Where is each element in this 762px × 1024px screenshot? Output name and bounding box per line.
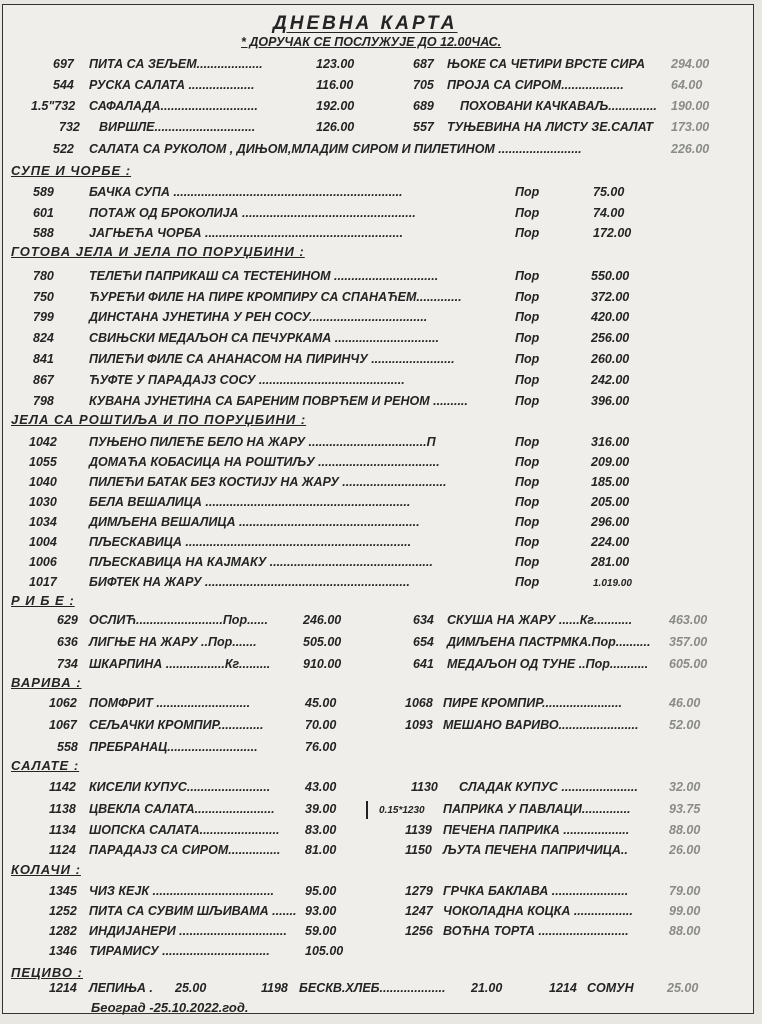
item-price: 172.00 [593,226,632,240]
item-code: 1134 [49,823,76,837]
item-code: 588 [33,226,54,240]
item-code: 1042 [29,435,57,449]
item-code: 689 [413,99,434,113]
item-code: 1067 [49,718,77,732]
item-name: ЋУФТЕ У ПАРАДАЈЗ СОСУ .......................................... [89,373,405,387]
item-name: ЊОКЕ СА ЧЕТИРИ ВРСТЕ СИРА [447,57,646,71]
item-name: ПАПРИКА У ПАВЛАЦИ.............. [443,802,631,816]
item-code: 1040 [29,475,57,489]
item-code: 1124 [49,843,76,857]
item-unit: Пор [515,290,540,304]
item-code: 1282 [49,924,77,938]
item-name: СОМУН [587,981,634,995]
item-code: 589 [33,185,54,199]
item-unit: Пор [515,206,540,220]
item-price: 83.00 [305,823,337,837]
item-name: ЧИЗ КЕЈК ................................... [89,884,275,898]
item-price: 105.00 [305,944,344,958]
item-price: 123.00 [316,57,355,71]
item-unit: Пор [515,331,540,345]
item-code: 1062 [49,696,77,710]
item-unit: Пор [515,555,540,569]
item-price: 205.00 [591,495,630,509]
item-name: ПЉЕСКАВИЦА ................................................................. [89,535,412,549]
item-name: ИНДИЈАНЕРИ ............................... [89,924,287,938]
item-name: ОСЛИЋ.........................Пор...... [89,613,268,627]
item-code: 867 [33,373,54,387]
item-price: 316.00 [591,435,630,449]
item-unit: Пор [515,185,540,199]
item-name: ЉУТА ПЕЧЕНА ПАПРИЧИЦА.. [443,843,628,857]
item-name: ДИМЉЕНА ПАСТРМКА.Пор.......... [447,635,651,649]
menu-sheet [2,4,754,1014]
item-name: ПРЕБРАНАЦ.......................... [89,740,258,754]
item-code: 1055 [29,455,57,469]
item-code: 1017 [29,575,57,589]
item-price: 173.00 [671,120,710,134]
section-heading-salads: САЛАТЕ : [11,758,80,773]
item-price: 116.00 [316,78,354,92]
item-code: 1030 [29,495,57,509]
item-code: 544 [53,78,74,92]
item-code: 697 [53,57,74,71]
item-name: САФАЛАДА............................ [89,99,258,113]
item-name: САЛАТА СА РУКОЛОМ , ДИЊОМ,МЛАДИМ СИРОМ И ПИЛЕТИНОМ ........................ [89,142,582,156]
item-price: 260.00 [591,352,630,366]
item-price: 256.00 [591,331,630,345]
item-name: ЧОКОЛАДНА КОЦКА ................. [443,904,633,918]
item-code: 1006 [29,555,57,569]
footer-date: Београд -25.10.2022.год. [91,1000,249,1015]
item-name: КУВАНА ЈУНЕТИНА СА БАРЕНИМ ПОВРЋЕМ И РЕНОМ .......... [89,394,468,408]
item-code: 522 [53,142,74,156]
item-price: 126.00 [316,120,355,134]
item-price: 185.00 [591,475,630,489]
item-code: 641 [413,657,434,671]
item-price: 910.00 [303,657,342,671]
item-name: РУСКА САЛАТА ................... [89,78,255,92]
column-divider [366,801,368,819]
item-name: БЕСКВ.ХЛЕБ................... [299,981,446,995]
item-price: 294.00 [671,57,710,71]
item-name: МЕШАНО ВАРИВО....................... [443,718,639,732]
section-heading-cakes: КОЛАЧИ : [11,862,81,877]
item-name: ШКАРПИНА .................Кг......... [89,657,271,671]
item-code: 798 [33,394,54,408]
item-code: 0.15*1230 [379,805,425,816]
item-price: 93.75 [669,802,701,816]
item-name: ПИЛЕЋИ БАТАК БЕЗ КОСТИЈУ НА ЖАРУ .............................. [89,475,447,489]
item-code: 1130 [411,780,438,794]
item-name: ГРЧКА БАКЛАВА ...................... [443,884,629,898]
item-unit: Пор [515,435,540,449]
item-name: ПОМФРИТ ........................... [89,696,251,710]
item-name: ПЕЧЕНА ПАПРИКА ................... [443,823,630,837]
section-heading-sides: ВАРИВА : [11,675,82,690]
item-code: 1247 [405,904,433,918]
item-name: СЛАДАК КУПУС ...................... [459,780,638,794]
item-unit: Пор [515,352,540,366]
item-code: 636 [57,635,78,649]
item-name: ЋУРЕЋИ ФИЛЕ НА ПИРЕ КРОМПИРУ СА СПАНАЋЕМ............. [89,290,462,304]
item-price: 281.00 [591,555,630,569]
item-name: ПРОЈА СА СИРОМ.................. [447,78,624,92]
section-heading-ready-meals: ГОТОВА ЈЕЛА И ЈЕЛА ПО ПОРУЏБИНИ : [11,244,305,259]
item-name: ТУЊЕВИНА НА ЛИСТУ ЗЕ.САЛАТ [447,120,653,134]
item-price: 357.00 [669,635,708,649]
item-unit: Пор [515,535,540,549]
item-name: ЦВЕКЛА САЛАТА....................... [89,802,275,816]
section-heading-bread: ПЕЦИВО : [11,965,83,980]
item-unit: Пор [515,226,540,240]
item-code: 734 [57,657,78,671]
item-name: ПИРЕ КРОМПИР....................... [443,696,622,710]
item-code: 705 [413,78,434,92]
item-name: ДИМЉЕНА ВЕШАЛИЦА .................................................... [89,515,420,529]
item-price: 550.00 [591,269,630,283]
item-unit: Пор [515,515,540,529]
item-name: ПОХОВАНИ КАЧКАВАЉ.............. [460,99,657,113]
item-name: ТИРАМИСУ ............................... [89,944,270,958]
item-name: БАЧКА СУПА .................................................................. [89,185,403,199]
item-unit: Пор [515,455,540,469]
item-name: ЈАГЊЕЋА ЧОРБА ......................................................... [89,226,403,240]
item-price: 74.00 [593,206,625,220]
item-price: 25.00 [175,981,207,995]
item-name: ПАРАДАЈЗ СА СИРОМ............... [89,843,281,857]
item-price: 192.00 [316,99,355,113]
item-price: 190.00 [671,99,710,113]
item-code: 629 [57,613,78,627]
item-name: ЛИГЊЕ НА ЖАРУ ..Пор....... [89,635,257,649]
item-price: 372.00 [591,290,630,304]
item-price: 39.00 [305,802,337,816]
item-price: 43.00 [305,780,337,794]
item-code: 1279 [405,884,433,898]
item-code: 799 [33,310,54,324]
item-code: 841 [33,352,54,366]
item-price: 505.00 [303,635,342,649]
item-code: 557 [413,120,434,134]
item-price: 93.00 [305,904,337,918]
item-code: 1139 [405,823,432,837]
item-unit: Пор [515,373,540,387]
item-price: 242.00 [591,373,630,387]
item-price: 32.00 [669,780,701,794]
item-name: ВОЋНА ТОРТА .......................... [443,924,629,938]
item-price: 296.00 [591,515,630,529]
item-price: 420.00 [591,310,630,324]
item-price: 463.00 [669,613,708,627]
item-code: 1252 [49,904,77,918]
item-price: 224.00 [591,535,630,549]
item-code: 1345 [49,884,77,898]
item-unit: Пор [515,575,540,589]
item-price: 52.00 [669,718,701,732]
item-price: 46.00 [669,696,701,710]
item-price: 88.00 [669,823,701,837]
item-name: ШОПСКА САЛАТА....................... [89,823,280,837]
item-price: 79.00 [669,884,701,898]
item-price: 26.00 [669,843,701,857]
item-name: БЕЛА ВЕШАЛИЦА ........................................................... [89,495,411,509]
item-price: 95.00 [305,884,337,898]
item-price: 21.00 [471,981,503,995]
item-code: 1214 [49,981,77,995]
item-code: 1142 [49,780,76,794]
item-name: ДОМАЋА КОБАСИЦА НА РОШТИЉУ ................................... [89,455,440,469]
item-code: 1034 [29,515,57,529]
item-code: 1.5"732 [31,99,76,113]
item-code: 1138 [49,802,76,816]
item-name: СКУША НА ЖАРУ ......Кг........... [447,613,633,627]
item-price: 76.00 [305,740,337,754]
item-name: СВИЊСКИ МЕДАЉОН СА ПЕЧУРКАМА .............................. [89,331,439,345]
section-heading-soups: СУПЕ И ЧОРБЕ : [11,163,132,178]
section-heading-grill: ЈЕЛА СА РОШТИЉА И ПО ПОРУЏБИНИ : [11,412,307,427]
item-name: МЕДАЉОН ОД ТУНЕ ..Пор........... [447,657,649,671]
item-price: 45.00 [305,696,337,710]
item-code: 1004 [29,535,57,549]
item-name: ТЕЛЕЋИ ПАПРИКАШ СА ТЕСТЕНИНОМ .............................. [89,269,439,283]
item-code: 1256 [405,924,433,938]
item-code: 1198 [261,981,288,995]
item-price: 396.00 [591,394,630,408]
item-name: ВИРШЛЕ............................. [99,120,256,134]
item-price: 25.00 [667,981,699,995]
item-code: 1150 [405,843,432,857]
item-unit: Пор [515,394,540,408]
item-price: 605.00 [669,657,708,671]
item-code: 1093 [405,718,433,732]
item-name: ПЉЕСКАВИЦА НА КАЈМАКУ ............................................... [89,555,433,569]
item-price: 64.00 [671,78,703,92]
item-code: 634 [413,613,434,627]
item-name: ПИТА СА ЗЕЉЕМ................... [89,57,263,71]
item-price: 99.00 [669,904,701,918]
section-heading-fish: Р И Б Е : [11,593,75,608]
item-name: КИСЕЛИ КУПУС........................ [89,780,271,794]
item-unit: Пор [515,269,540,283]
item-code: 687 [413,57,434,71]
item-price: 1.019.00 [593,578,632,589]
item-code: 654 [413,635,434,649]
breakfast-note: * ДОРУЧАК СЕ ПОСЛУЖУЈЕ ДО 12.00ЧАС. [241,35,502,49]
item-code: 780 [33,269,54,283]
item-name: ПУЊЕНО ПИЛЕЋЕ БЕЛО НА ЖАРУ ..................................П [89,435,436,449]
item-code: 1068 [405,696,433,710]
item-code: 601 [33,206,54,220]
item-price: 209.00 [591,455,630,469]
item-name: ДИНСТАНА ЈУНЕТИНА У РЕН СОСУ.................................. [89,310,428,324]
item-code: 732 [59,120,80,134]
item-name: ПИТА СА СУВИМ ШЉИВАМА ....... [89,904,297,918]
item-price: 246.00 [303,613,342,627]
item-price: 88.00 [669,924,701,938]
item-name: СЕЉАЧКИ КРОМПИР............. [89,718,264,732]
item-name: ПИЛЕЋИ ФИЛЕ СА АНАНАСОМ НА ПИРИНЧУ ........................ [89,352,455,366]
item-price: 226.00 [671,142,710,156]
item-name: ПОТАЖ ОД БРОКОЛИЈА .................................................. [89,206,416,220]
item-name: БИФТЕК НА ЖАРУ ........................................................... [89,575,410,589]
item-code: 558 [57,740,78,754]
item-price: 75.00 [593,185,625,199]
item-price: 81.00 [305,843,337,857]
item-price: 70.00 [305,718,337,732]
page-title: ДНЕВНА КАРТА [273,13,458,34]
item-code: 1214 [549,981,577,995]
item-name: ЛЕПИЊА . [89,981,153,995]
item-code: 1346 [49,944,77,958]
item-unit: Пор [515,310,540,324]
item-unit: Пор [515,475,540,489]
item-unit: Пор [515,495,540,509]
item-code: 824 [33,331,54,345]
item-price: 59.00 [305,924,337,938]
item-code: 750 [33,290,54,304]
